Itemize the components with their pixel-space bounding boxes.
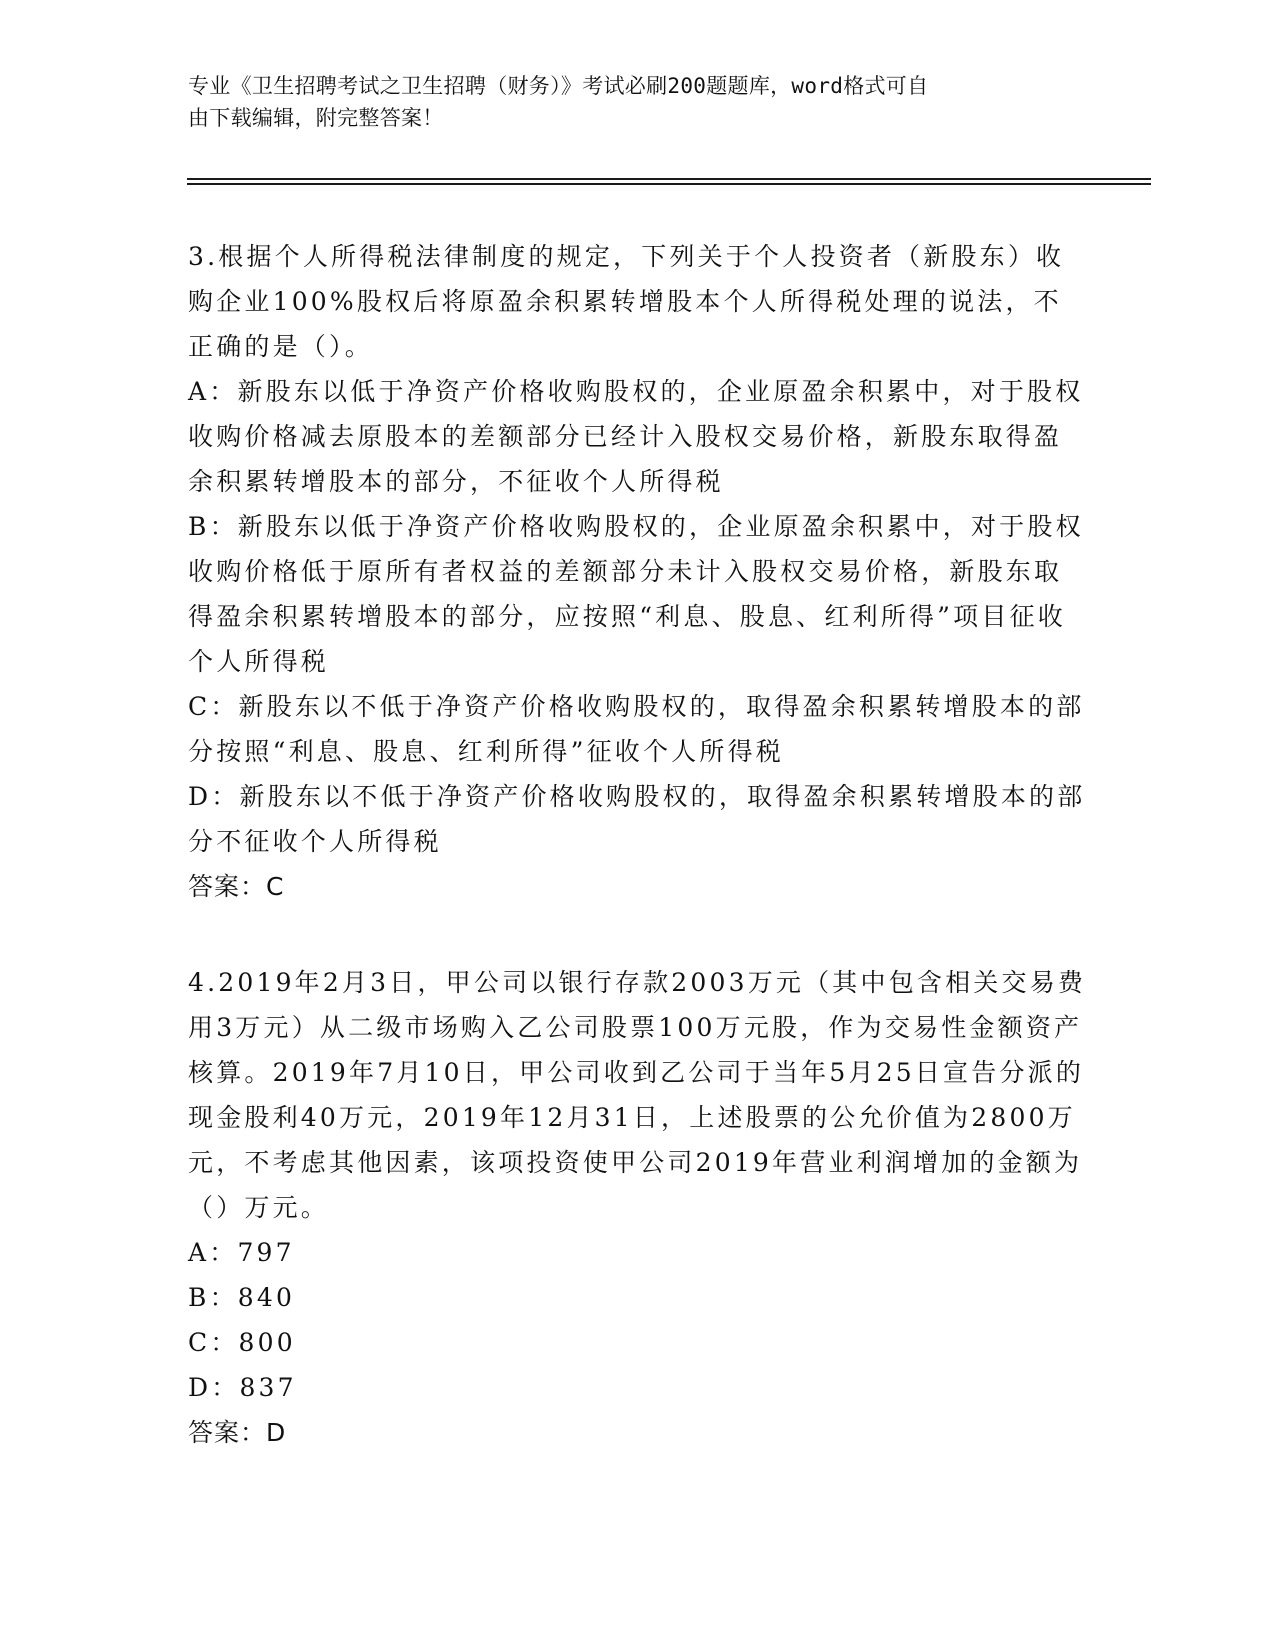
- question-stem: 4.2019年2月3日，甲公司以银行存款2003万元（其中包含相关交易费用3万元）从二级市场购入乙公司股票100万元股，作为交易性金额资产核算。2019年7月10日，甲公司收到乙公司于当年5月25日宣告分派的现金股利40万元，2019年12月31日，上述股票的公允价值为2800万元，不考虑其他因素，该项投资使甲公司2019年营业利润增加的金额为（）万元。: [188, 968, 1087, 1222]
- option-d: D：新股东以不低于净资产价格收购股权的，取得盈余积累转增股本的部分不征收个人所得税: [188, 782, 1086, 856]
- answer-text: 答案：C: [188, 872, 285, 901]
- option-c: C：800: [188, 1328, 296, 1357]
- header-divider-bottom: [187, 183, 1151, 185]
- option-d: D：837: [188, 1373, 297, 1402]
- document-header: [188, 70, 1088, 134]
- header-line-1: 专业《卫生招聘考试之卫生招聘（财务）》考试必刷200题题库，word格式可自: [188, 74, 929, 98]
- option-a: A：797: [188, 1238, 295, 1267]
- option-c: C：新股东以不低于净资产价格收购股权的，取得盈余积累转增股本的部分按照“利息、股息、红利所得”征收个人所得税: [188, 692, 1085, 766]
- answer-text: 答案：D: [188, 1418, 287, 1447]
- question-3: [188, 234, 1088, 909]
- header-divider-top: [187, 178, 1151, 180]
- option-b: B：新股东以低于净资产价格收购股权的，企业原盈余积累中，对于股权收购价格低于原所有者权益的差额部分未计入股权交易价格，新股东取得盈余积累转增股本的部分，应按照“利息、股息、红利所得”项目征收个人所得税: [188, 512, 1084, 676]
- question-4: [188, 960, 1088, 1455]
- question-stem: 3.根据个人所得税法律制度的规定，下列关于个人投资者（新股东）收购企业100%股权后将原盈余积累转增股本个人所得税处理的说法，不正确的是（）。: [188, 242, 1065, 361]
- option-a: A：新股东以低于净资产价格收购股权的，企业原盈余积累中，对于股权收购价格减去原股本的差额部分已经计入股权交易价格，新股东取得盈余积累转增股本的部分，不征收个人所得税: [188, 377, 1084, 496]
- option-b: B：840: [188, 1283, 296, 1312]
- header-line-2: 由下载编辑，附完整答案！: [188, 106, 444, 130]
